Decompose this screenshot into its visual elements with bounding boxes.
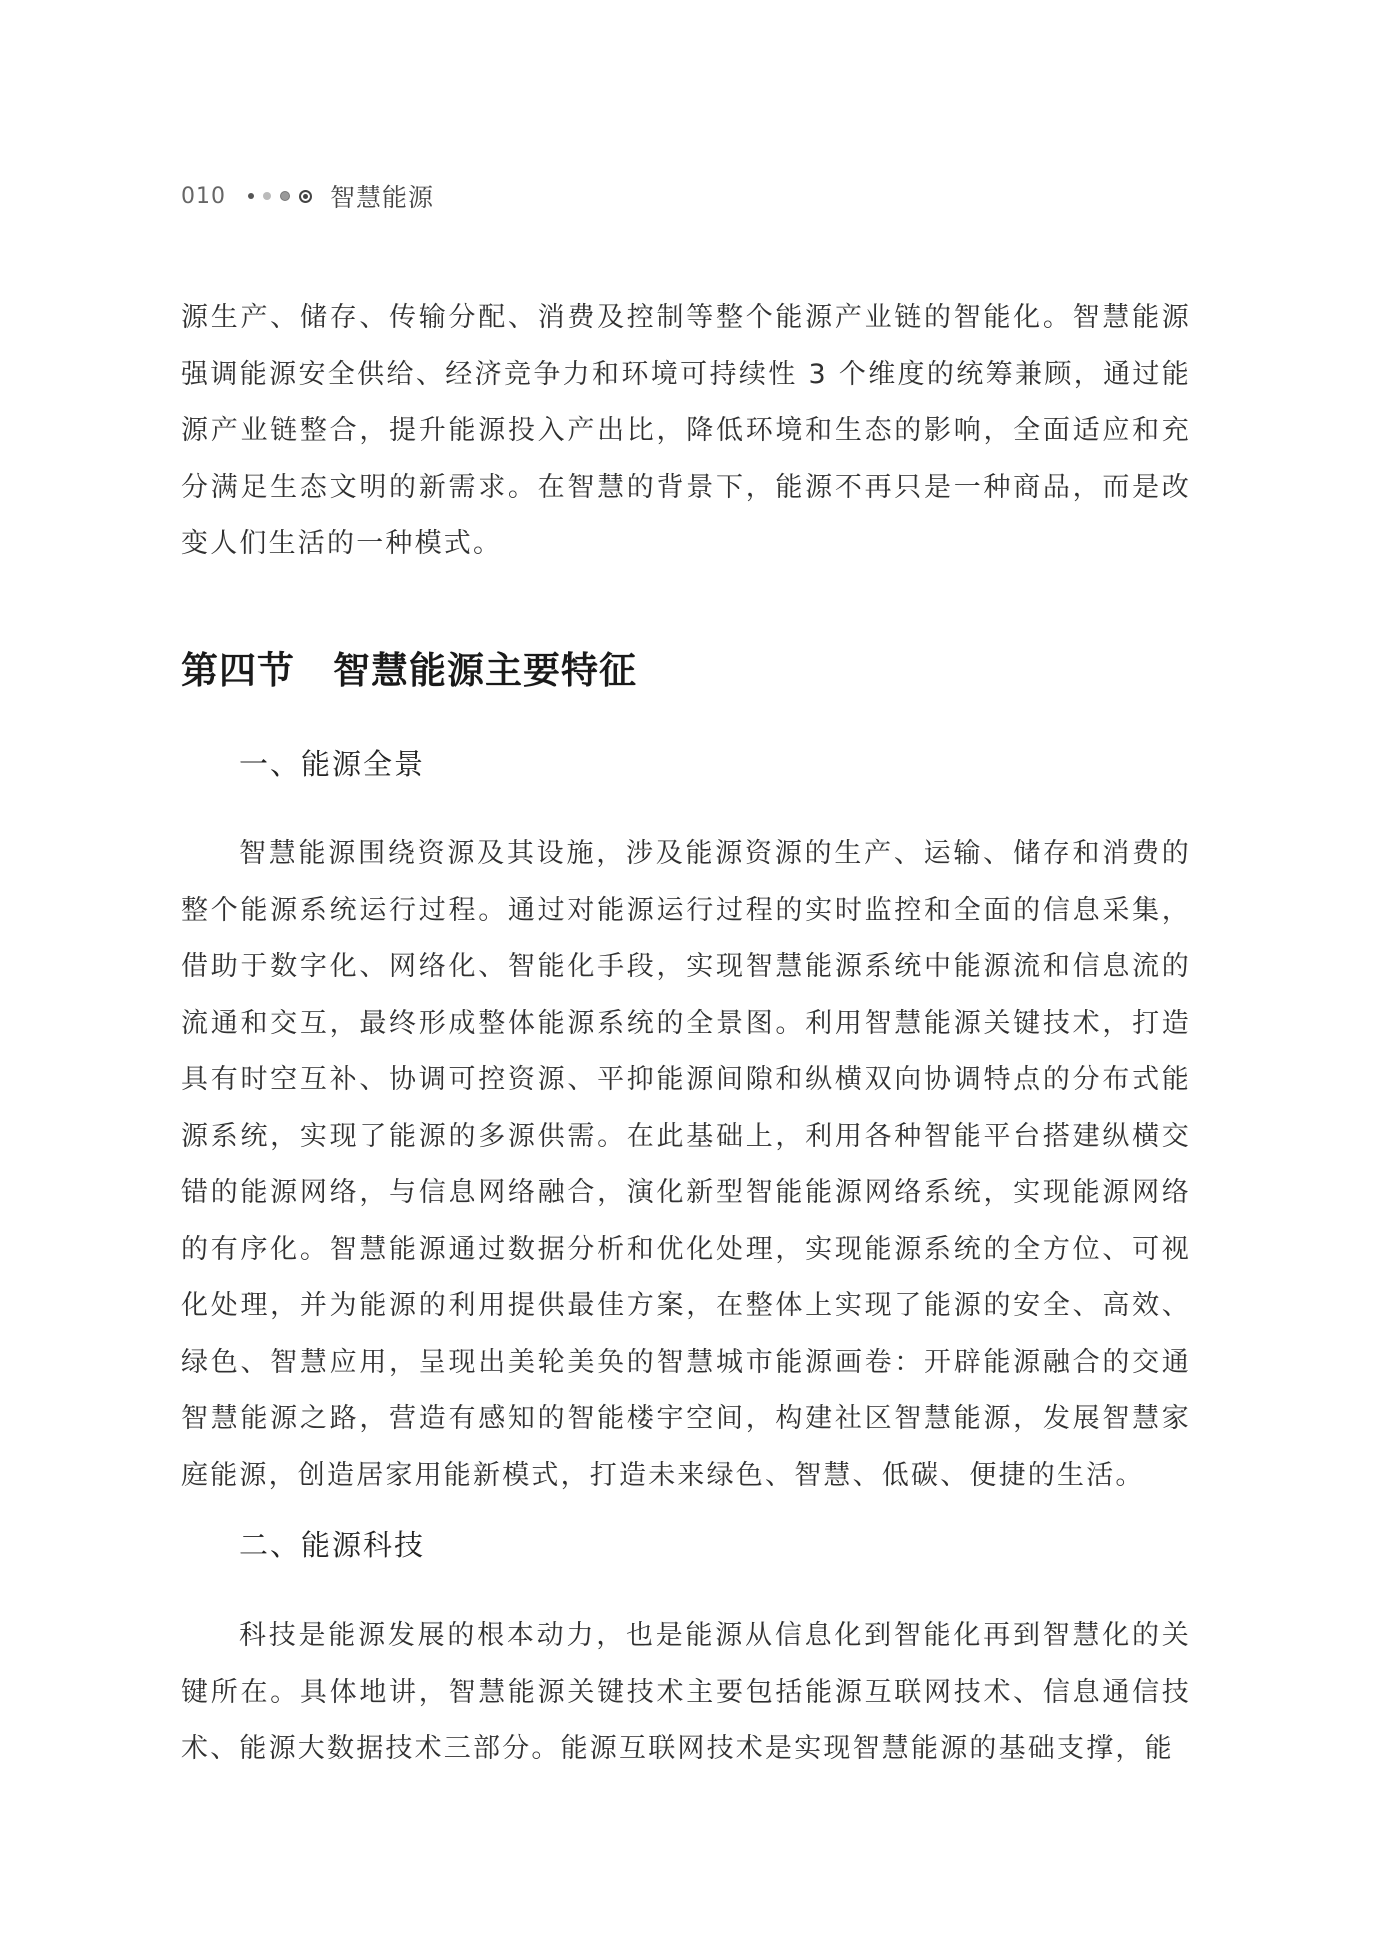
body-paragraph: 智慧能源围绕资源及其设施，涉及能源资源的生产、运输、储存和消费的整个能源系统运行过程。通过对能源运行过程的实时监控和全面的信息采集，借助于数字化、网络化、智能化手段，实现智慧能源系统中能源流和信息流的流通和交互，最终形成整体能源系统的全景图。利用智慧能源关键技术，打造具有时空互补、协调可控资源、平抑能源间隙和纵横双向协调特点的分布式能源系统，实现了能源的多源供需。在此基础上，利用各种智能平台搭建纵横交错的能源网络，与信息网络融合，演化新型智能能源网络系统，实现能源网络的有序化。智慧能源通过数据分析和优化处理，实现能源系统的全方位、可视化处理，并为能源的利用提供最佳方案，在整体上实现了能源的安全、高效、绿色、智慧应用，呈现出美轮美奂的智慧城市能源画卷：开辟能源融合的交通智慧能源之路，营造有感知的智能楼宇空间，构建社区智慧能源，发展智慧家庭能源，创造居家用能新模式，打造未来绿色、智慧、低碳、便捷的生活。 bbox=[181, 838, 1191, 1491]
dot-icon bbox=[280, 191, 290, 201]
dot-icon bbox=[263, 192, 271, 200]
page-number: 010 bbox=[181, 183, 226, 209]
page-header bbox=[181, 176, 434, 216]
body-paragraph: 源生产、储存、传输分配、消费及控制等整个能源产业链的智能化。智慧能源强调能源安全供给、经济竞争力和环境可持续性 3 个维度的统筹兼顾，通过能源产业链整合，提升能源投入产出比，降低环境和生态的影响，全面适应和充分满足生态文明的新需求。在智慧的背景下，能源不再只是一种商品，而是改变人们生活的一种模式。 bbox=[181, 302, 1191, 559]
dot-icon bbox=[248, 193, 254, 199]
subsection-heading: 二、能源科技 bbox=[239, 1528, 426, 1562]
body-paragraph: 科技是能源发展的根本动力，也是能源从信息化到智能化再到智慧化的关键所在。具体地讲，智慧能源关键技术主要包括能源互联网技术、信息通信技术、能源大数据技术三部分。能源互联网技术是实现智慧能源的基础支撑，能 bbox=[181, 1620, 1191, 1764]
running-title: 智慧能源 bbox=[330, 183, 435, 212]
subsection-heading: 一、能源全景 bbox=[239, 747, 426, 781]
section-title: 第四节 智慧能源主要特征 bbox=[181, 648, 637, 692]
paragraph-block-3 bbox=[181, 1608, 1191, 1778]
target-dot-icon bbox=[299, 190, 312, 203]
paragraph-block-2 bbox=[181, 826, 1191, 1504]
paragraph-block-1 bbox=[181, 290, 1191, 573]
decorative-dots-icon bbox=[248, 190, 312, 203]
